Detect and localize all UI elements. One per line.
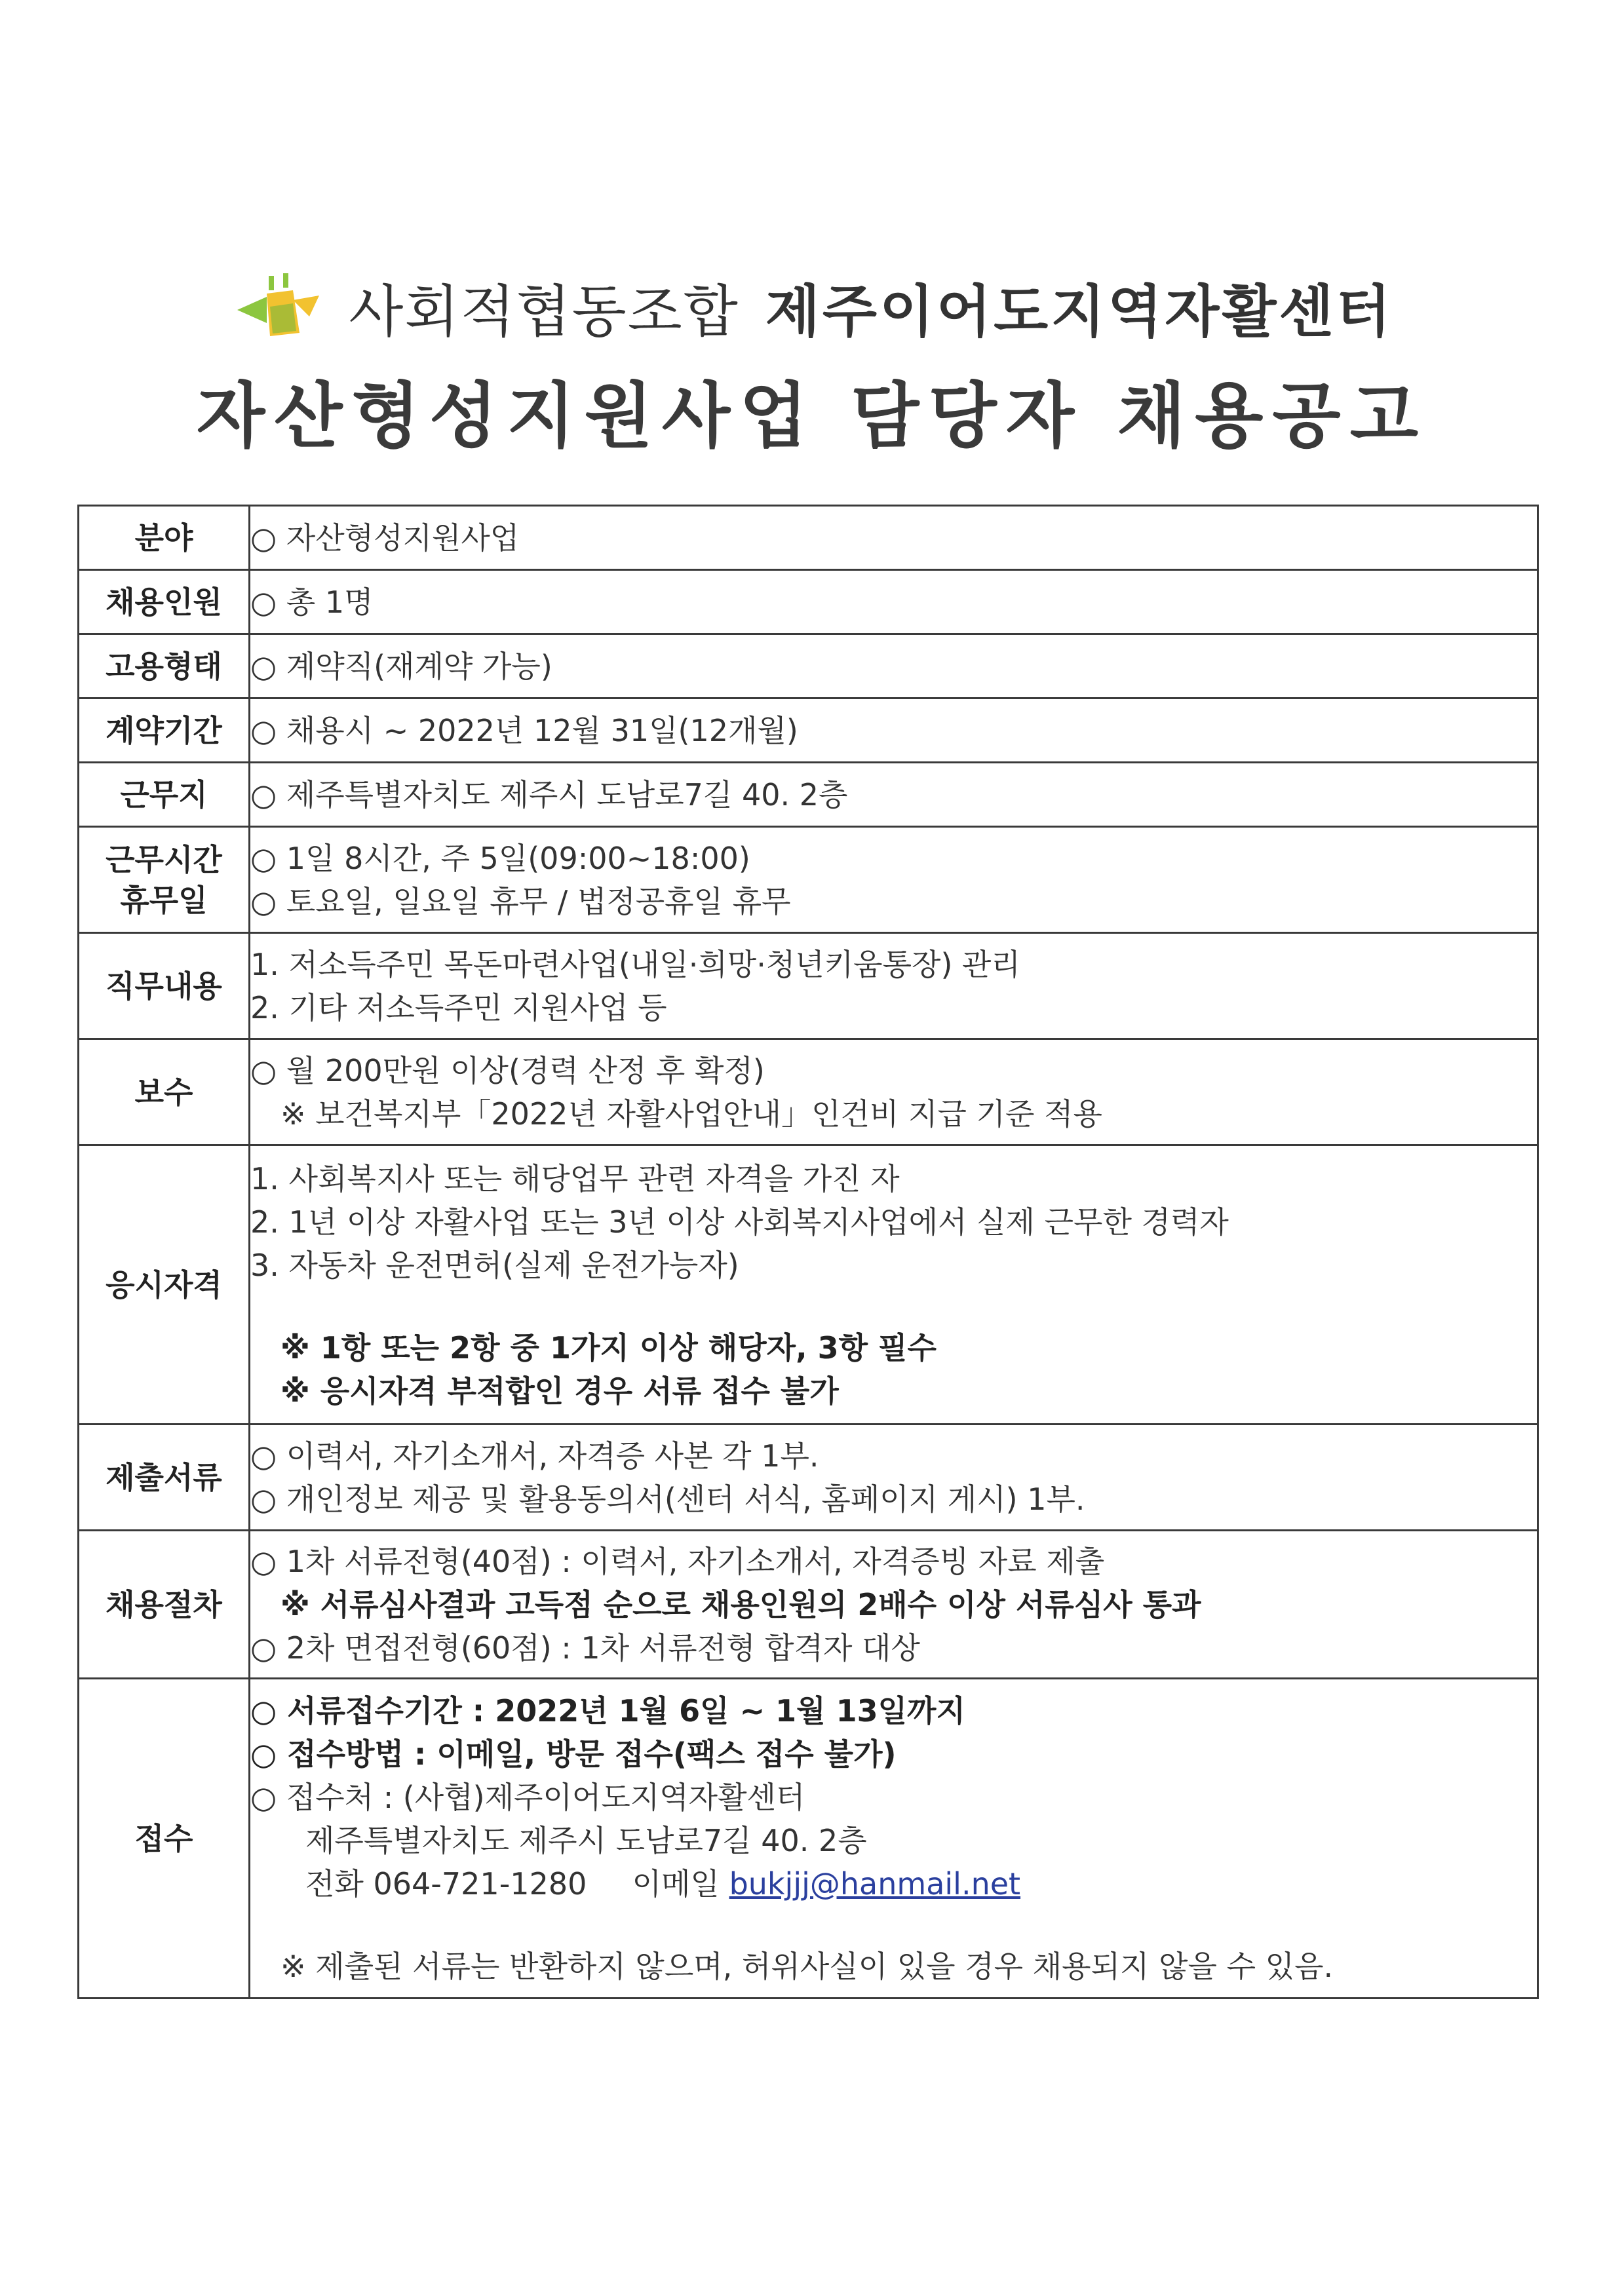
reception-note: ※ 제출된 서류는 반환하지 않으며, 허위사실이 있을 경우 채용되지 않을 수 있음. xyxy=(280,1948,1334,1984)
value-qualifications xyxy=(250,1145,1538,1425)
value-documents xyxy=(250,1425,1538,1531)
label-qualifications: 응시자격 xyxy=(79,1145,250,1425)
value-contract xyxy=(250,698,1538,763)
value-workplace xyxy=(250,763,1538,827)
row-procedure xyxy=(79,1531,1538,1679)
row-salary xyxy=(79,1039,1538,1145)
row-workplace xyxy=(79,763,1538,827)
workplace-line: ○ 제주특별자치도 제주시 도남로7길 40. 2층 xyxy=(250,776,848,813)
label-duties: 직무내용 xyxy=(79,933,250,1039)
value-procedure xyxy=(250,1531,1538,1679)
email-link[interactable]: bukjjj@hanmail.net xyxy=(729,1866,1021,1902)
procedure-line-1: ○ 1차 서류전형(40점) : 이력서, 자기소개서, 자격증빙 자료 제출 xyxy=(250,1543,1105,1579)
row-documents xyxy=(79,1425,1538,1531)
label-field: 분야 xyxy=(79,506,250,570)
label-workplace: 근무지 xyxy=(79,763,250,827)
email-label: 이메일 xyxy=(632,1866,720,1902)
employment-line: ○ 계약직(재계약 가능) xyxy=(250,648,552,684)
qualification-line-1: 1. 사회복지사 또는 해당업무 관련 자격을 가진 자 xyxy=(250,1160,900,1196)
documents-line-2: ○ 개인정보 제공 및 활용동의서(센터 서식, 홈페이지 게시) 1부. xyxy=(250,1481,1085,1517)
header-org-line xyxy=(0,261,1624,353)
phone-number: 064-721-1280 xyxy=(373,1866,587,1902)
label-hours-1: 근무시간 xyxy=(106,841,222,877)
label-headcount: 채용인원 xyxy=(79,570,250,634)
value-reception xyxy=(250,1679,1538,1999)
reception-method: ○ 접수방법 : 이메일, 방문 접수(팩스 접수 불가) xyxy=(250,1736,897,1772)
qualification-gap xyxy=(250,1287,1537,1326)
duties-line-1: 1. 저소득주민 목돈마련사업(내일·희망·청년키움통장) 관리 xyxy=(250,946,1020,982)
reception-gap xyxy=(250,1905,1537,1945)
headcount-line: ○ 총 1명 xyxy=(250,584,374,620)
value-salary xyxy=(250,1039,1538,1145)
value-field xyxy=(250,506,1538,570)
row-field xyxy=(79,506,1538,570)
row-headcount xyxy=(79,570,1538,634)
value-employment xyxy=(250,634,1538,698)
salary-line-1: ○ 월 200만원 이상(경력 산정 후 확정) xyxy=(250,1052,765,1088)
org-prefix: 사회적협동조합 xyxy=(349,279,739,345)
label-hours xyxy=(79,827,250,933)
row-employment xyxy=(79,634,1538,698)
row-contract xyxy=(79,698,1538,763)
label-contract: 계약기간 xyxy=(79,698,250,763)
org-name: 제주이어도지역자활센터 xyxy=(765,279,1393,345)
reception-contact xyxy=(250,1862,1537,1905)
row-qualifications xyxy=(79,1145,1538,1425)
duties-line-2: 2. 기타 저소득주민 지원사업 등 xyxy=(250,989,667,1025)
label-documents: 제출서류 xyxy=(79,1425,250,1531)
hours-line-2: ○ 토요일, 일요일 휴무 / 법정공휴일 휴무 xyxy=(250,883,791,919)
value-hours xyxy=(250,827,1538,933)
label-salary: 보수 xyxy=(79,1039,250,1145)
reception-address: 제주특별자치도 제주시 도남로7길 40. 2층 xyxy=(305,1822,867,1858)
reception-period: ○ 서류접수기간 : 2022년 1월 6일 ~ 1월 13일까지 xyxy=(250,1693,965,1729)
row-reception xyxy=(79,1679,1538,1999)
label-hours-2: 휴무일 xyxy=(120,882,208,918)
value-duties xyxy=(250,933,1538,1039)
page-title: 자산형성지원사업 담당자 채용공고 xyxy=(196,375,1428,457)
contract-line: ○ 채용시 ~ 2022년 12월 31일(12개월) xyxy=(250,712,798,748)
reception-place: ○ 접수처 : (사협)제주이어도지역자활센터 xyxy=(250,1779,805,1815)
label-reception: 접수 xyxy=(79,1679,250,1999)
procedure-note: ※ 서류심사결과 고득점 순으로 채용인원의 2배수 이상 서류심사 통과 xyxy=(280,1586,1201,1622)
salary-note: ※ 보건복지부「2022년 자활사업안내」인건비 지급 기준 적용 xyxy=(280,1096,1102,1132)
qualification-line-2: 2. 1년 이상 자활사업 또는 3년 이상 사회복지사업에서 실제 근무한 경력자 xyxy=(250,1204,1229,1240)
label-procedure: 채용절차 xyxy=(79,1531,250,1679)
hours-line-1: ○ 1일 8시간, 주 5일(09:00~18:00) xyxy=(250,840,750,876)
field-line: ○ 자산형성지원사업 xyxy=(250,520,520,556)
qualification-note-2: ※ 응시자격 부적합인 경우 서류 접수 불가 xyxy=(280,1373,839,1409)
procedure-line-2: ○ 2차 면접전형(60점) : 1차 서류전형 합격자 대상 xyxy=(250,1630,920,1666)
qualification-note-1: ※ 1항 또는 2항 중 1가지 이상 해당자, 3항 필수 xyxy=(280,1330,937,1366)
center-logo-icon xyxy=(231,271,322,343)
qualification-line-3: 3. 자동차 운전면허(실제 운전가능자) xyxy=(250,1247,739,1283)
documents-line-1: ○ 이력서, 자기소개서, 자격증 사본 각 1부. xyxy=(250,1438,819,1474)
label-employment: 고용형태 xyxy=(79,634,250,698)
phone-label: 전화 xyxy=(305,1866,364,1902)
value-headcount xyxy=(250,570,1538,634)
recruitment-table xyxy=(77,505,1539,1999)
row-duties xyxy=(79,933,1538,1039)
row-hours xyxy=(79,827,1538,933)
